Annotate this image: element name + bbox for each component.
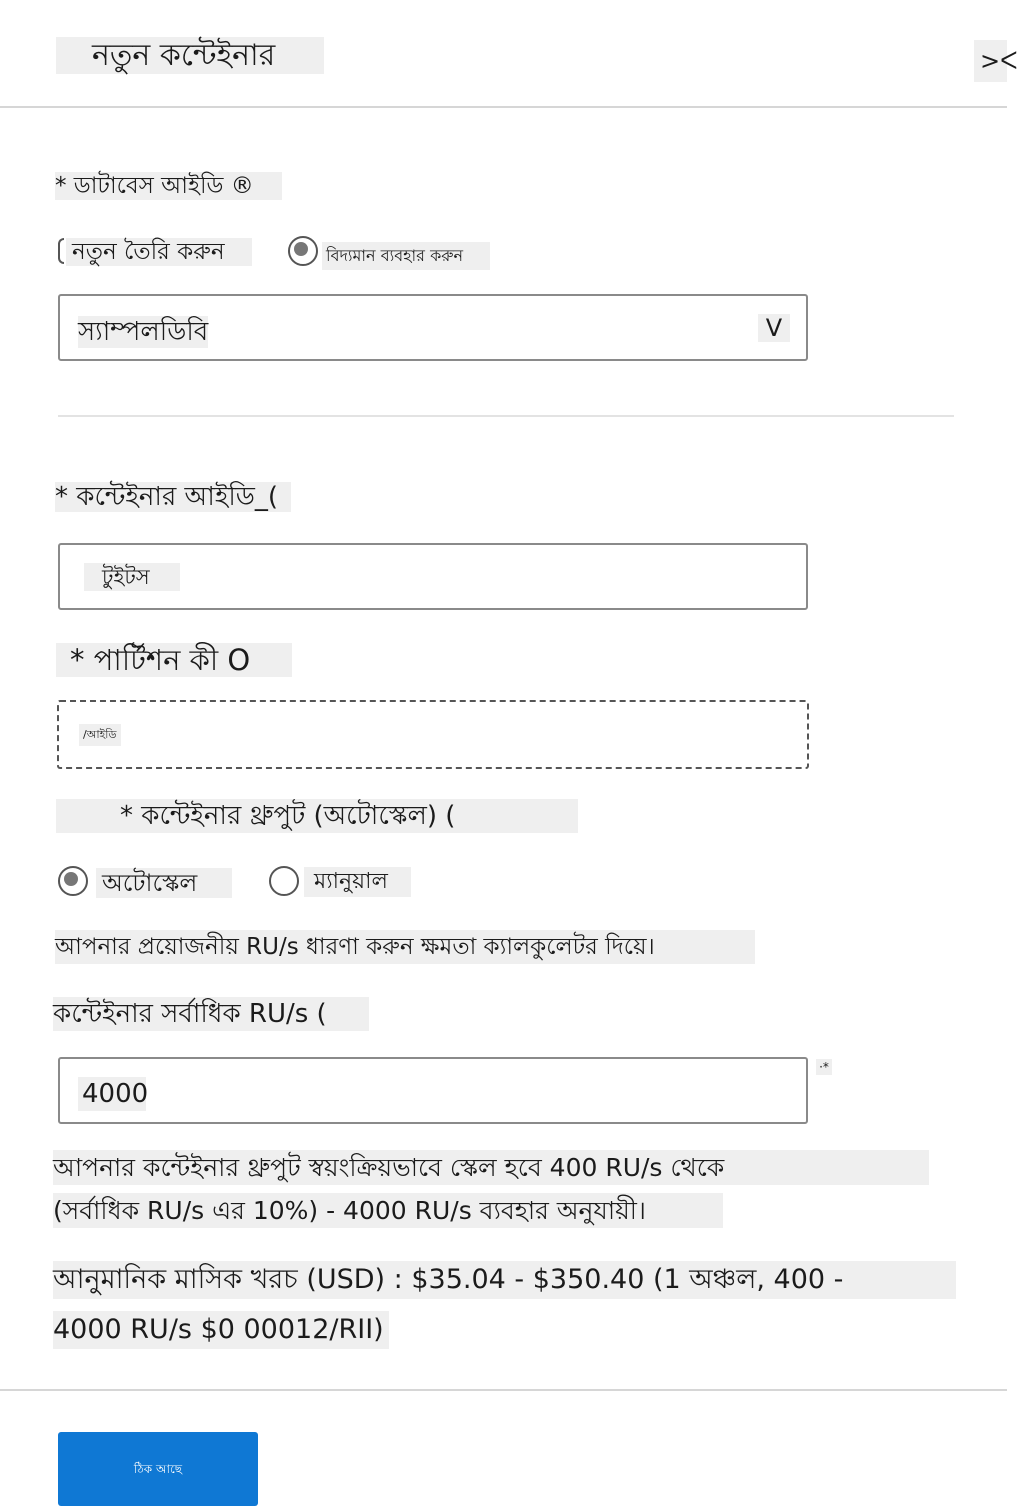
partition-key-input[interactable] xyxy=(57,700,809,769)
radio-use-existing-label: বিদ্যমান ব্যবহার করুন xyxy=(322,242,490,270)
footer-divider xyxy=(0,1389,1007,1391)
scale-note-line2: (সর্বাধিক RU/s এর 10%) - 4000 RU/s ব্যবহার অনুযায়ী। xyxy=(53,1193,723,1228)
database-id-label: * ডাটাবেস আইডি ® xyxy=(55,172,282,200)
partition-key-value: /আইডি xyxy=(79,724,121,746)
radio-manual-label: ম্যানুয়াল xyxy=(304,867,411,897)
section-divider xyxy=(58,415,954,417)
cost-estimate-line2: 4000 RU/s $0 00012/RII) xyxy=(53,1311,389,1349)
max-ru-input[interactable] xyxy=(58,1057,808,1124)
panel-title: নতুন কন্টেইনার xyxy=(56,37,324,74)
container-id-input[interactable] xyxy=(58,543,808,610)
chevron-down-icon: V xyxy=(758,314,790,342)
database-select[interactable] xyxy=(58,294,808,361)
radio-autoscale-label: অটোস্কেল xyxy=(96,868,232,898)
scale-note-line1: আপনার কন্টেইনার থ্রুপুট স্বয়ংক্রিয়ভাবে স্কেল হবে 400 RU/s থেকে xyxy=(53,1150,929,1185)
required-asterisk: ·* xyxy=(816,1059,832,1075)
cost-estimate-line1: আনুমানিক মাসিক খরচ (USD) : $35.04 - $350.40 (1 অঞ্চল, 400 - xyxy=(53,1261,956,1299)
database-select-value: স্যাম্পলডিবি xyxy=(78,317,209,347)
max-ru-value: 4000 xyxy=(78,1077,146,1111)
close-button[interactable]: >ᐸ xyxy=(974,40,1007,82)
ok-button[interactable]: ঠিক আছে xyxy=(58,1432,258,1506)
partition-key-label: * পার্টিশন কী O xyxy=(56,643,292,677)
throughput-label: * কন্টেইনার থ্রুপুট (অটোস্কেল) ( xyxy=(56,799,578,833)
container-id-label: * কন্টেইনার আইডি_( xyxy=(55,482,291,512)
radio-autoscale[interactable] xyxy=(58,866,88,896)
capacity-calculator-link[interactable]: আপনার প্রয়োজনীয় RU/s ধারণা করুন ক্ষমতা ক্যালকুলেটর দিয়ে। xyxy=(55,930,755,964)
radio-create-new-label: নতুন তৈরি করুন xyxy=(66,238,252,266)
max-ru-label: কন্টেইনার সর্বাধিক RU/s ( xyxy=(53,997,369,1031)
container-id-value: টুইটস xyxy=(84,563,180,591)
radio-use-existing[interactable] xyxy=(288,236,318,266)
radio-create-new[interactable] xyxy=(58,238,64,264)
radio-manual[interactable] xyxy=(269,866,299,896)
header-divider xyxy=(0,106,1007,108)
